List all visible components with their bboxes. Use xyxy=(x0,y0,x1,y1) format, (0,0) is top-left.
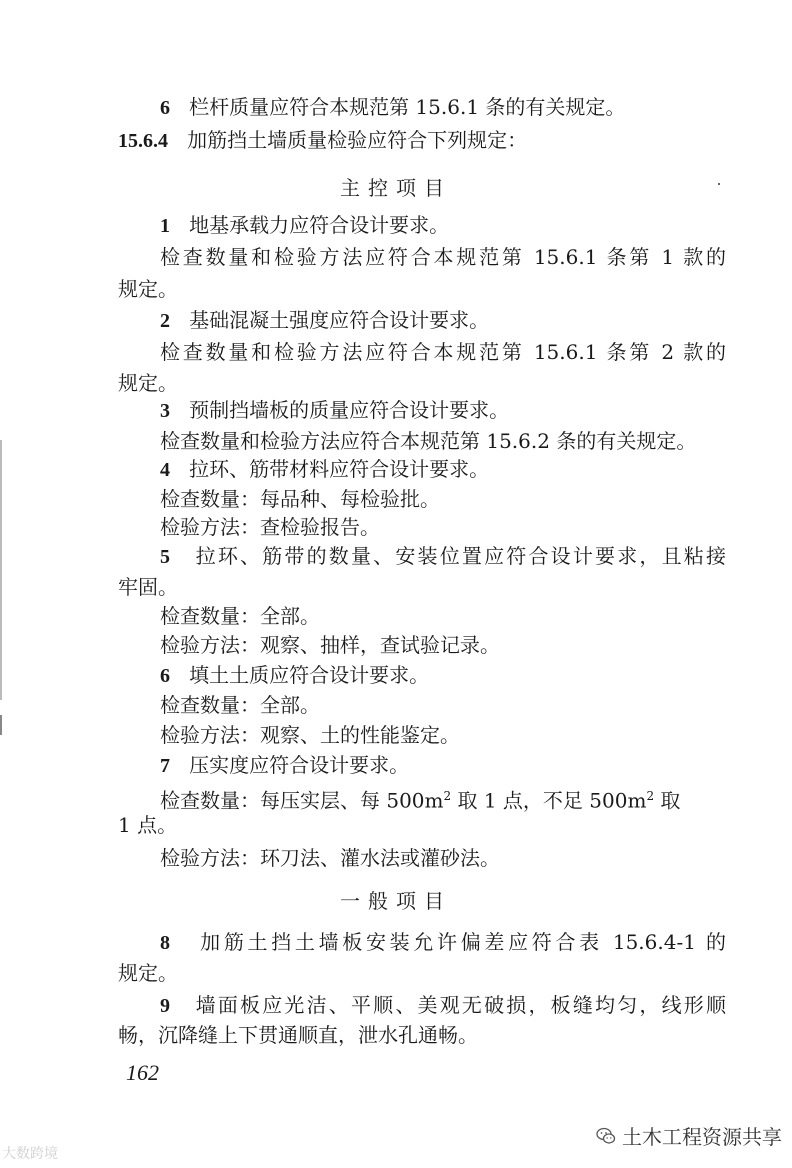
item-number: 1 xyxy=(160,215,170,237)
item-text: 填土土质应符合设计要求。 xyxy=(189,663,430,687)
scan-speck xyxy=(718,183,720,185)
item-line xyxy=(160,752,409,779)
item-text: 墙面板应光洁、平顺、美观无破损，板缝均匀，线形顺 xyxy=(195,993,726,1017)
section-heading-general: 一般项目 xyxy=(340,889,452,913)
body-line: 检验方法：观察、抽样，查试验记录。 xyxy=(160,633,500,657)
superscript: 2 xyxy=(443,789,452,803)
scan-edge-mark xyxy=(0,440,2,700)
item-number: 9 xyxy=(160,995,170,1017)
item-line xyxy=(160,307,489,334)
clause-text: 加筋挡土墙质量检验应符合下列规定： xyxy=(187,128,528,152)
body-line: 规定。 xyxy=(118,961,178,985)
watermark-left: 大数跨境 xyxy=(2,1146,58,1162)
superscript: 2 xyxy=(646,789,655,803)
body-line: 检查数量和检验方法应符合本规范第 15.6.1 条第 2 款的 xyxy=(160,340,726,364)
body-line: 检查数量和检验方法应符合本规范第 15.6.2 条的有关规定。 xyxy=(160,429,697,453)
clause-number: 15.6.4 xyxy=(118,130,168,152)
item-number: 6 xyxy=(160,665,170,687)
item-text: 地基承载力应符合设计要求。 xyxy=(189,213,450,237)
item-line xyxy=(160,456,489,483)
body-text: 检查数量：每压实层、每 500m xyxy=(160,788,444,813)
item-number: 8 xyxy=(160,932,170,954)
clause-line xyxy=(118,127,527,154)
wechat-icon xyxy=(596,1126,616,1146)
item-text: 基础混凝土强度应符合设计要求。 xyxy=(189,308,490,332)
item-line xyxy=(160,397,509,424)
item-number: 5 xyxy=(160,546,170,568)
body-line: 1 点。 xyxy=(118,813,178,837)
body-line: 牢固。 xyxy=(118,575,178,599)
section-heading-main-control: 主控项目 xyxy=(340,176,452,200)
item-number: 2 xyxy=(160,310,170,332)
item-line xyxy=(160,212,449,239)
body-line: 检查数量：全部。 xyxy=(160,693,320,717)
item-number: 7 xyxy=(160,755,170,777)
item-text: 拉环、筋带的数量、安装位置应符合设计要求，且粘接 xyxy=(195,544,726,568)
body-line: 检查数量：全部。 xyxy=(160,604,320,628)
scan-edge-mark xyxy=(0,715,2,735)
item-line xyxy=(160,94,625,121)
item-line xyxy=(160,929,726,956)
item-line xyxy=(160,662,429,689)
body-line: 畅，沉降缝上下贯通顺直，泄水孔通畅。 xyxy=(118,1023,478,1047)
body-text: 取 1 点，不足 500m xyxy=(451,788,647,813)
item-text: 加筋土挡土墙板安装允许偏差应符合表 15.6.4-1 的 xyxy=(200,930,726,954)
item-text: 压实度应符合设计要求。 xyxy=(189,753,410,777)
body-line: 检验方法：观察、土的性能鉴定。 xyxy=(160,723,460,747)
item-number: 4 xyxy=(160,459,170,481)
page-number: 162 xyxy=(126,1060,159,1085)
body-line-sampling xyxy=(160,783,680,814)
item-text: 拉环、筋带材料应符合设计要求。 xyxy=(189,457,490,481)
item-number: 3 xyxy=(160,400,170,422)
body-line: 规定。 xyxy=(118,277,178,301)
item-number: 6 xyxy=(160,97,170,119)
body-text: 取 xyxy=(654,788,681,813)
body-line: 检查数量和检验方法应符合本规范第 15.6.1 条第 1 款的 xyxy=(160,245,726,269)
item-line xyxy=(160,543,726,570)
item-text: 预制挡墙板的质量应符合设计要求。 xyxy=(189,398,510,422)
item-line xyxy=(160,992,726,1019)
body-line: 检验方法：环刀法、灌水法或灌砂法。 xyxy=(160,846,500,870)
item-text: 栏杆质量应符合本规范第 15.6.1 条的有关规定。 xyxy=(189,95,626,119)
body-line: 检验方法：查检验报告。 xyxy=(160,515,380,539)
source-watermark xyxy=(596,1121,782,1150)
body-line: 规定。 xyxy=(118,371,178,395)
body-line: 检查数量：每品种、每检验批。 xyxy=(160,487,440,511)
source-name: 土木工程资源共享 xyxy=(622,1125,782,1149)
